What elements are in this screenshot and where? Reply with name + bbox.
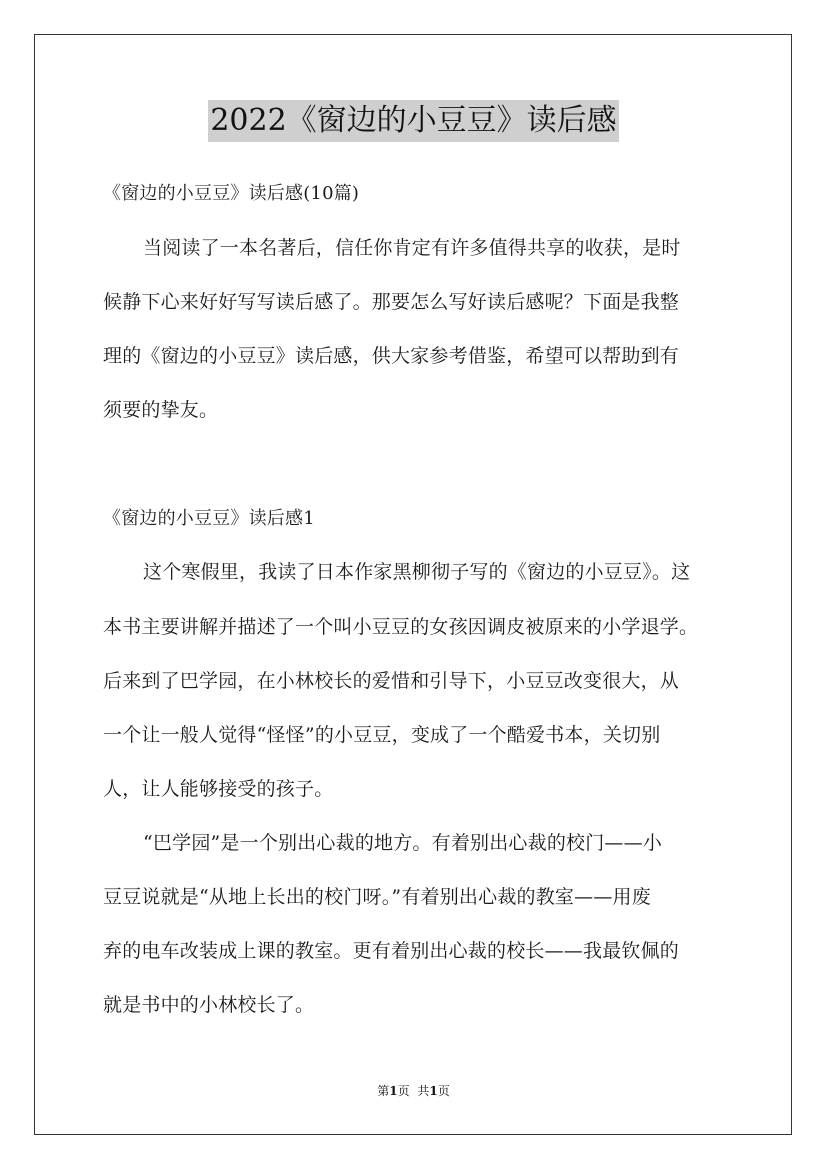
paragraph-line: 豆豆说就是“从地上长出的校门呀。”有着别出心裁的教室——用废 — [103, 886, 651, 908]
paragraph-line: 一个让一般人觉得“怪怪”的小豆豆，变成了一个酷爱书本，关切别 — [103, 724, 661, 746]
intro-line: 理的《窗边的小豆豆》读后感，供大家参考借鉴，希望可以帮助到有 — [103, 345, 680, 367]
page-total-prefix: 共 — [417, 1084, 430, 1098]
intro-line: 当阅读了一本名著后，信任你肯定有许多值得共享的收获，是时 — [143, 237, 681, 259]
page-total-suffix: 页 — [437, 1084, 450, 1098]
document-title: 2022《窗边的小豆豆》读后感 — [208, 100, 618, 142]
document-subtitle: 《窗边的小豆豆》读后感(10篇) — [103, 183, 360, 204]
page-total: 1 — [429, 1084, 438, 1098]
title-container — [0, 100, 827, 142]
page-number-prefix: 第 — [377, 1084, 390, 1098]
page-number-suffix: 页 — [397, 1084, 410, 1098]
paragraph-line: 人，让人能够接受的孩子。 — [103, 778, 334, 800]
paragraph-line: 弃的电车改装成上课的教室。更有着别出心裁的校长——我最钦佩的 — [103, 940, 680, 962]
section-heading: 《窗边的小豆豆》读后感1 — [103, 508, 315, 529]
paragraph-line: 本书主要讲解并描述了一个叫小豆豆的女孩因调皮被原来的小学退学。 — [103, 616, 699, 638]
page-number: 1 — [389, 1084, 398, 1098]
intro-line: 须要的挚友。 — [103, 399, 219, 421]
intro-line: 候静下心来好好写写读后感了。那要怎么写好读后感呢？下面是我整 — [103, 291, 680, 313]
paragraph-line: 这个寒假里，我读了日本作家黑柳彻子写的《窗边的小豆豆》。这 — [143, 561, 691, 583]
page-footer — [0, 1083, 827, 1099]
paragraph-line: 就是书中的小林校长了。 — [103, 994, 315, 1016]
paragraph-line: 后来到了巴学园，在小林校长的爱惜和引导下，小豆豆改变很大，从 — [103, 670, 680, 692]
paragraph-line: “巴学园”是一个别出心裁的地方。有着别出心裁的校门——小 — [143, 832, 663, 854]
